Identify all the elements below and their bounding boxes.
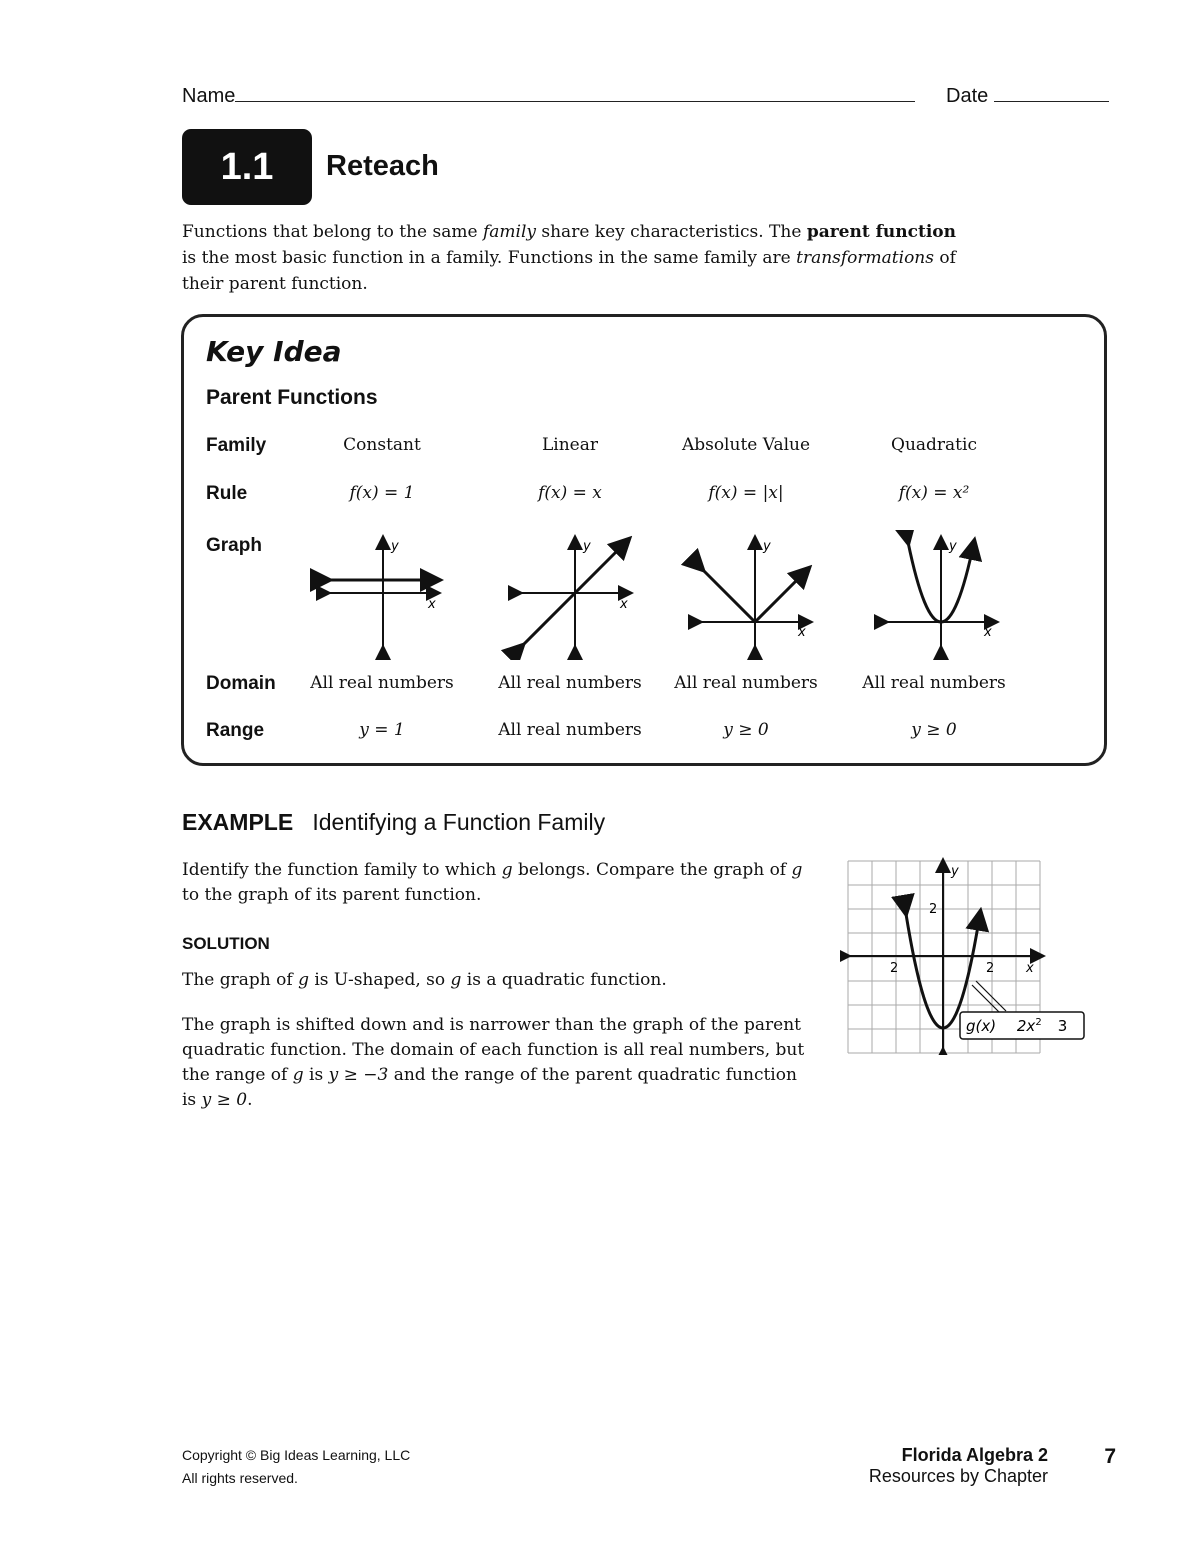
domain-linear: All real numbers xyxy=(498,673,642,693)
row-label-family: Family xyxy=(206,435,267,456)
page-number: 7 xyxy=(1104,1445,1116,1468)
axis-x-label: x xyxy=(1026,961,1034,976)
math-g: g xyxy=(292,1065,304,1085)
rule-constant: f(x) = 1 xyxy=(349,483,415,503)
axis-x-label: x xyxy=(620,597,628,612)
rule-quadratic: f(x) = x² xyxy=(898,483,970,503)
example-title: Identifying a Function Family xyxy=(312,809,606,835)
key-idea-title: Key Idea xyxy=(206,335,342,368)
label-coef: 2x xyxy=(1016,1017,1036,1035)
row-label-graph: Graph xyxy=(206,535,262,556)
label-exp: 2 xyxy=(1035,1017,1042,1028)
text: The graph is shifted down and is narrower than the graph of the parent quadratic function. The domain of each function is all real numbers, but the range of xyxy=(182,1015,805,1085)
math-range-parent: y ≥ 0 xyxy=(201,1090,248,1110)
axis-y-label: y xyxy=(949,539,957,554)
intro-paragraph xyxy=(182,219,962,297)
example-prompt xyxy=(182,858,812,908)
graph-constant xyxy=(328,538,438,648)
text: to the graph of its parent function. xyxy=(182,885,482,905)
name-label: Name xyxy=(182,85,236,107)
text: is xyxy=(303,1065,329,1085)
label-const: 3 xyxy=(1057,1017,1068,1035)
book-subtitle: Resources by Chapter xyxy=(868,1466,1048,1486)
domain-quadratic: All real numbers xyxy=(862,673,1006,693)
text: is U-shaped, so xyxy=(308,970,451,990)
rights: All rights reserved. xyxy=(182,1470,298,1486)
axis-x-label: x xyxy=(984,625,992,640)
solution-label: SOLUTION xyxy=(182,934,270,953)
intro-text: share key characteristics. The xyxy=(535,222,807,242)
copyright: Copyright © Big Ideas Learning, LLC xyxy=(182,1447,411,1463)
axis-y-label: y xyxy=(391,539,399,554)
family-linear: Linear xyxy=(542,435,598,455)
tick-label-x-2: 2 xyxy=(986,961,995,976)
axis-x-label: x xyxy=(428,597,436,612)
text: is a quadratic function. xyxy=(461,970,667,990)
domain-constant: All real numbers xyxy=(310,673,454,693)
row-label-domain: Domain xyxy=(206,673,276,694)
text: and the range of the parent quadratic function is xyxy=(182,1065,797,1110)
intro-text: is the most basic function in a family. Functions in the same family are xyxy=(182,248,797,268)
date-field[interactable] xyxy=(946,85,1109,108)
book-title: Florida Algebra 2 xyxy=(901,1445,1048,1465)
family-quadratic: Quadratic xyxy=(891,435,977,455)
axis-y-label: y xyxy=(583,539,591,554)
math-range-g: y ≥ −3 xyxy=(328,1065,389,1085)
graph-quadratic xyxy=(886,538,996,648)
graph-linear xyxy=(520,538,630,648)
example-heading xyxy=(182,809,605,836)
key-idea-subtitle: Parent Functions xyxy=(206,386,378,409)
example-label: EXAMPLE xyxy=(182,809,294,835)
text: . xyxy=(247,1090,253,1110)
family-constant: Constant xyxy=(343,435,421,455)
axis-y-label: y xyxy=(951,864,959,879)
name-field[interactable] xyxy=(182,85,915,108)
family-absolute-value: Absolute Value xyxy=(681,435,811,455)
row-label-range: Range xyxy=(206,720,265,741)
date-label: Date xyxy=(946,85,989,107)
label-func: g(x) xyxy=(966,1017,997,1035)
range-quadratic: y ≥ 0 xyxy=(911,720,957,740)
text: belongs. Compare the graph of xyxy=(512,860,792,880)
range-absolute-value: y ≥ 0 xyxy=(723,720,769,740)
rule-linear: f(x) = x xyxy=(538,483,602,503)
row-label-rule: Rule xyxy=(206,483,248,504)
intro-family: family xyxy=(482,222,536,242)
solution-step-2 xyxy=(182,1013,812,1113)
rule-absolute-value: f(x) = |x| xyxy=(708,483,784,503)
intro-text: Functions that belong to the same xyxy=(182,222,483,242)
intro-parent-function: parent function xyxy=(806,222,957,242)
lesson-badge: 1.1 xyxy=(182,129,312,205)
intro-transformations: transformations xyxy=(796,248,934,268)
domain-absolute-value: All real numbers xyxy=(674,673,818,693)
callout-leader xyxy=(972,985,1002,1015)
example-graph xyxy=(840,855,1100,1055)
lesson-title: Reteach xyxy=(326,150,439,182)
tick-label-y-2: 2 xyxy=(929,902,938,917)
axis-x-label: x xyxy=(798,625,806,640)
callout-leader xyxy=(976,981,1006,1011)
name-line xyxy=(235,85,915,102)
math-g: g xyxy=(298,970,309,990)
graph-absolute-value xyxy=(700,538,810,648)
tick-label-x-neg2: 2 xyxy=(890,961,899,976)
range-constant: y = 1 xyxy=(359,720,405,740)
math-g: g xyxy=(450,970,462,990)
text: Identify the function family to which xyxy=(182,860,502,880)
solution-step-1 xyxy=(182,968,812,993)
text: The graph of xyxy=(182,970,299,990)
math-g: g xyxy=(501,860,513,880)
parent-function-graphs xyxy=(290,530,1110,660)
intro-text: of their parent function. xyxy=(182,248,956,294)
math-g: g xyxy=(791,860,803,880)
range-linear: All real numbers xyxy=(498,720,642,740)
axis-y-label: y xyxy=(763,539,771,554)
date-line xyxy=(994,85,1109,102)
